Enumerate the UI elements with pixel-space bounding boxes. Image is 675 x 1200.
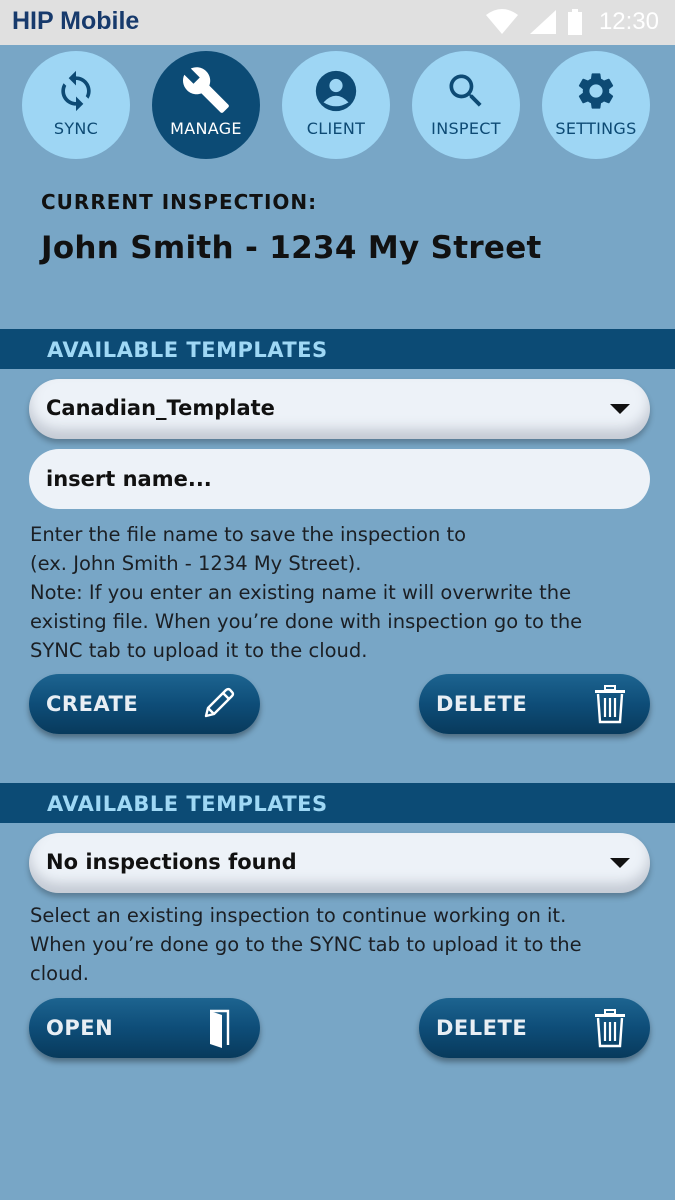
nav-inspect-label: INSPECT	[431, 119, 501, 138]
status-icons	[485, 7, 659, 37]
wifi-icon	[485, 9, 519, 35]
delete-inspection-label: DELETE	[436, 1016, 528, 1040]
delete-inspection-button[interactable]	[419, 998, 650, 1058]
nav-client-label: CLIENT	[306, 119, 366, 138]
trash-icon	[592, 1008, 628, 1048]
nav-manage-label: MANAGE	[170, 119, 242, 138]
template-select-value: Canadian_Template	[46, 396, 275, 420]
nav-settings-label: SETTINGS	[555, 119, 637, 138]
cell-signal-icon	[529, 9, 557, 35]
pencil-icon	[198, 684, 238, 724]
create-button[interactable]	[29, 674, 260, 734]
help-line: Enter the file name to save the inspection to	[30, 523, 467, 546]
help-line: cloud.	[30, 962, 90, 985]
inspections-section-header: AVAILABLE TEMPLATES	[0, 783, 675, 823]
account-icon	[314, 69, 358, 113]
template-select[interactable]	[29, 379, 650, 439]
inspection-select-value: No inspections found	[46, 850, 297, 874]
gear-icon	[574, 69, 618, 113]
open-button-label: OPEN	[46, 1016, 114, 1040]
dropdown-arrow-icon	[610, 404, 630, 414]
help-line: SYNC tab to upload it to the cloud.	[30, 639, 368, 662]
wrench-icon	[181, 65, 231, 115]
trash-icon	[592, 684, 628, 724]
current-inspection-label: CURRENT INSPECTION:	[41, 190, 318, 214]
delete-template-button[interactable]	[419, 674, 650, 734]
app-title: HIP Mobile	[12, 7, 140, 35]
current-inspection-value: John Smith - 1234 My Street	[41, 230, 542, 266]
sync-icon	[54, 69, 98, 113]
open-button[interactable]	[29, 998, 260, 1058]
top-nav	[0, 50, 675, 160]
templates-section-header: AVAILABLE TEMPLATES	[0, 329, 675, 369]
battery-icon	[567, 9, 583, 35]
nav-manage-button[interactable]	[152, 51, 260, 159]
search-icon	[444, 69, 488, 113]
nav-sync-label: SYNC	[53, 119, 99, 138]
create-button-label: CREATE	[46, 692, 139, 716]
nav-sync-button[interactable]	[22, 51, 130, 159]
delete-template-label: DELETE	[436, 692, 528, 716]
help-line: Select an existing inspection to continue working on it.	[30, 904, 567, 927]
help-line: When you’re done go to the SYNC tab to upload it to the	[30, 933, 582, 956]
help-line: (ex. John Smith - 1234 My Street).	[30, 552, 362, 575]
inspection-name-input[interactable]	[29, 449, 650, 509]
inspection-select[interactable]	[29, 833, 650, 893]
nav-settings-button[interactable]	[542, 51, 650, 159]
door-icon	[202, 1007, 238, 1049]
clock: 12:30	[598, 8, 659, 35]
nav-client-button[interactable]	[282, 51, 390, 159]
nav-inspect-button[interactable]	[412, 51, 520, 159]
templates-help-text	[30, 520, 630, 665]
inspections-help-text	[30, 901, 630, 988]
help-line: Note: If you enter an existing name it will overwrite the	[30, 581, 572, 604]
dropdown-arrow-icon	[610, 858, 630, 868]
help-line: existing file. When you’re done with inspection go to the	[30, 610, 583, 633]
status-bar	[0, 0, 675, 45]
